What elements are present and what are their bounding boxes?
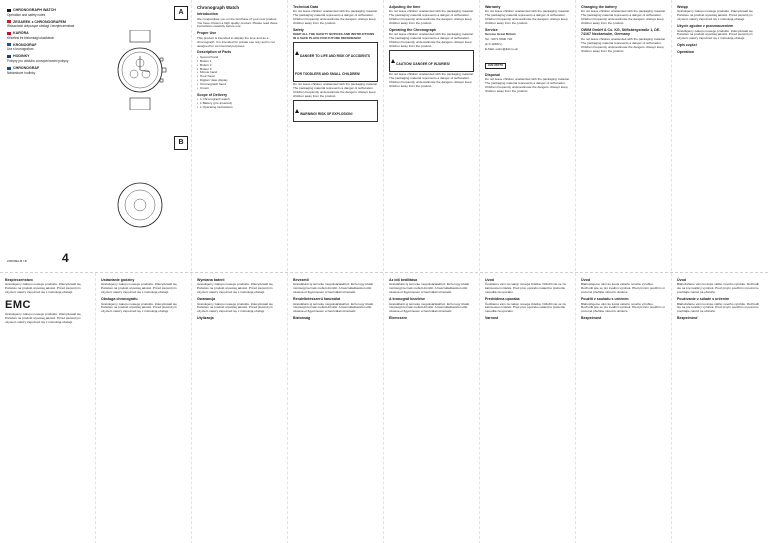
en-safety-text: KEEP ALL THE SAFETY NOTICES AND INSTRUCTIONS IN A SAFE PLACE FOR FUTURE REFERENCE!: [293, 32, 375, 41]
hu-setting-heading: Az idő beállítása: [389, 278, 418, 282]
en-caution-box: [389, 50, 474, 72]
warning-triangle-icon: [295, 109, 299, 113]
cz-intro-heading: Úvod: [581, 278, 590, 282]
cz-intro-text: Blahopřejeme vám ke koupi vašeho nového výrobku. Rozhodli jste se pro kvalitní výrobek. Před prvním použitím si pozorně přečtěte návod k obsluze.: [581, 282, 665, 295]
hu-intro-heading: Bevezető: [293, 278, 309, 282]
pl-safety-heading: Bezpieczeństwo: [5, 278, 33, 282]
sl-safety-heading: Varnost: [485, 316, 499, 321]
pl-battery-heading: Wymiana baterii: [197, 278, 225, 282]
cz-intro-panel: [576, 273, 672, 543]
cover-language-title-text: KRONOGRAF: [13, 42, 37, 47]
pl-parts-heading: Opis części: [677, 43, 697, 48]
cz-use-heading: Použití v souladu s určením: [581, 297, 629, 302]
sk-intro-heading: Úvod: [677, 278, 686, 282]
en-intro-panel: [192, 0, 288, 271]
en-setting-heading: Adjusting the time: [389, 5, 421, 9]
cover-language-subtitle: Operation and safety notes: [7, 12, 46, 17]
en-tech-heading: Technical Data: [293, 5, 319, 9]
sk-use-heading: Používanie v súlade s určením: [677, 297, 730, 302]
pl-chrono-text-2: Gratulujemy zakupu nowego produktu. Zdecydowali się Państwo na produkt wysokiej jakości. Przed pierwszym użyciem należy zapoznać się z instrukcją obsługi.: [101, 301, 177, 314]
hu-setting-text: Gratulálunk új terméke megvásárlásához. Ezzel egy kiváló minőségű termék mellett döntött. A használatbavétel előtt olvassa el figyelmesen a használati útmutatót.: [389, 282, 470, 295]
cover-language-title-text: KARÓRA: [13, 31, 29, 36]
en-warranty-text: Do not leave children unattended with the packaging material. The packaging material represents a danger of suffocation. Children frequently underestimate the dangers. Always keep children away from the product.: [485, 9, 570, 26]
en-danger-text: DANGER TO LIFE AND RISK OF ACCIDENTS FOR TODDLERS AND SMALL CHILDREN!: [295, 54, 371, 77]
pl-safety-text: Gratulujemy zakupu nowego produktu. Zdecydowali się Państwo na produkt wysokiej jakości. Przed pierwszym użyciem należy zapoznać się z instrukcją obsługi.: [5, 282, 81, 295]
pl-chrono-panel: [96, 273, 192, 543]
diagram-label-a: A: [174, 6, 188, 20]
cover-language-entry: [7, 54, 89, 63]
sl-use-heading: Predvidena uporaba: [485, 297, 520, 302]
cover-language-entry: [7, 31, 89, 40]
sl-use-text: Čestitamo vam za nakup novega izdelka. Odločili ste se za kakovosten izdelek. Pred prvo uporabo natančno preberite navodila za uporabo.: [485, 301, 566, 314]
sk-use-text: Blahoželáme vám ku kúpe vášho nového výrobku. Rozhodli ste sa pre kvalitný výrobok. Pred prvým použitím si pozorne prečítajte návod na obsluhu.: [677, 301, 759, 314]
en-manufacturer-heading: OWIM GmbH & Co. KG, Stiftsbergstraße 1, DE-74167 Neckarsulm, Germany: [581, 28, 661, 37]
en-delivery-heading: Scope of Delivery: [197, 93, 228, 98]
part-list-item: • Digital / date display: [197, 79, 282, 83]
cz-safety-heading: Bezpečnost: [581, 316, 602, 321]
sk-intro-panel: [672, 273, 768, 543]
part-list-item: • Button 2: [197, 64, 282, 68]
pl-use-heading: Użycie zgodne z przeznaczeniem: [677, 24, 734, 29]
en-disposal-text: Do not leave children unattended with the packaging material. The packaging material represents a danger of suffocation. Children frequently underestimate the dangers. Always keep children away from the product.: [485, 77, 570, 94]
delivery-list-item: • 1 Battery (pre-inserted): [197, 102, 282, 106]
cover-page-number: 4: [62, 251, 69, 265]
en-operation-panel: [576, 0, 672, 271]
en-service-heading: Service: [485, 28, 498, 33]
cover-language-subtitle: Náramkové hodinky: [7, 70, 36, 75]
en-use-heading: Proper Use: [197, 31, 217, 36]
service-ian: IAN 68776: [485, 63, 506, 69]
part-list-item: • Button 1: [197, 60, 282, 64]
cz-use-text: Blahopřejeme vám ke koupi vašeho nového výrobku. Rozhodli jste se pro kvalitní výrobek. Před prvním použitím si pozorně přečtěte návod k obsluze.: [581, 301, 665, 314]
pl-intro-text: Gratulujemy zakupu nowego produktu. Zdecydowali się Państwo na produkt wysokiej jakości. Przed pierwszym użyciem należy zapoznać się z instrukcją obsługi.: [677, 9, 753, 22]
hu-chrono-heading: A kronográf kezelése: [389, 297, 426, 302]
en-service-panel: [480, 0, 576, 271]
delivery-list-item: • 1 Operating instructions: [197, 106, 282, 110]
pl-intro-heading: Wstęp: [677, 5, 688, 9]
cover-language-entry: [7, 66, 89, 75]
cover-footer-code: Z30099A-B / B: [7, 259, 27, 263]
country-flag-icon: [7, 43, 11, 46]
pl-intro-panel: [672, 0, 768, 271]
country-flag-icon: [7, 55, 11, 58]
delivery-list-item: • 1 Chronograph watch: [197, 98, 282, 102]
en-operation-text: Do not leave children unattended with the packaging material. The packaging material represents a danger of suffocation. Children frequently underestimate the dangers. Always keep children away from the product.: [581, 36, 666, 53]
pl-setting-heading: Ustawianie godziny: [101, 278, 135, 282]
service-email: E-Mail: owim@lidl.co.uk: [485, 47, 518, 52]
country-flag-icon: [7, 67, 11, 70]
pl-warranty-heading: Gwarancja: [197, 297, 216, 302]
sheet-top-half: [0, 0, 768, 271]
en-chrono-op-text: Do not leave children unattended with the packaging material. The packaging material represents a danger of suffocation. Children frequently underestimate the dangers. Always keep children away from the product.: [389, 32, 474, 49]
pl-disposal-heading: Utylizacja: [197, 316, 214, 321]
pl-use-text: Gratulujemy zakupu nowego produktu. Zdecydowali się Państwo na produkt wysokiej jakości. Przed pierwszym użyciem należy zapoznać się z instrukcją obsługi.: [677, 28, 753, 41]
country-flag-icon: [7, 20, 11, 23]
cover-language-subtitle: Wskazówki dotyczące obsługi i bezpieczeństwa: [7, 24, 75, 29]
cover-language-subtitle: Pokyny pro obsluhu a bezpečnostní pokyny: [7, 58, 69, 63]
en-body-text: Do not leave children unattended with the packaging material. The packaging material represents a danger of suffocation. Children frequently underestimate the dangers. Always keep children away from the product.: [293, 82, 378, 98]
watch-back-illustration: [110, 170, 170, 240]
en-battery-heading: Changing the battery: [581, 5, 617, 9]
cover-language-title-text: HODINKY: [13, 54, 30, 59]
part-list-item: • Hour hand: [197, 75, 282, 79]
cover-language-title-text: CHRONOGRAF: [13, 65, 40, 70]
sl-intro-panel: [480, 273, 576, 543]
cover-panel: [0, 0, 96, 271]
pl-safety-panel: [0, 273, 96, 543]
cover-language-subtitle: Ura s kronografom: [7, 47, 34, 52]
diagram-panel: [96, 0, 192, 271]
service-price: (£ 0.10/Min.): [485, 42, 503, 47]
hu-use-heading: Rendeltetésszerű használat: [293, 297, 341, 302]
hu-use-text: Gratulálunk új terméke megvásárlásához. Ezzel egy kiváló minőségű termék mellett döntött. A használatbavétel előtt olvassa el figyelmesen a használati útmutatót.: [293, 301, 374, 314]
en-intro-text: We congratulate you on the purchase of your new product. You have chosen a high quality product. Please read these instructions carefully before use.: [197, 16, 278, 29]
pl-warranty-text: Gratulujemy zakupu nowego produktu. Zdecydowali się Państwo na produkt wysokiej jakości. Przed pierwszym użyciem należy zapoznać się z instrukcją obsługi.: [197, 301, 273, 314]
en-chrono-title: Chronograph Watch: [197, 5, 240, 10]
part-list-item: • Second hand: [197, 56, 282, 60]
en-intro-heading: Introduction: [197, 12, 218, 17]
en-danger-box: [293, 42, 378, 82]
pl-battery-text: Gratulujemy zakupu nowego produktu. Zdecydowali się Państwo na produkt wysokiej jakości. Przed pierwszym użyciem należy zapoznać się z instrukcją obsługi.: [197, 282, 273, 295]
part-list-item: • Button 3: [197, 68, 282, 72]
sl-intro-heading: Uvod: [485, 278, 494, 282]
en-chrono-op-heading: Operating the Chronograph: [389, 28, 437, 33]
service-country: Service Great Britain: [485, 32, 516, 37]
en-setting-text: Do not leave children unattended with the packaging material. The packaging material represents a danger of suffocation. Children frequently underestimate the dangers. Always keep children away from the product.: [389, 9, 474, 26]
hu-intro-text: Gratulálunk új terméke megvásárlásához. Ezzel egy kiváló minőségű termék mellett döntött. A használatbavétel előtt olvassa el figyelmesen a használati útmutatót.: [293, 282, 374, 295]
country-flag-icon: [7, 9, 11, 12]
hu-intro-panel: [288, 273, 384, 543]
pl-setting-text: Gratulujemy zakupu nowego produktu. Zdecydowali się Państwo na produkt wysokiej jakości. Przed pierwszym użyciem należy zapoznać się z instrukcją obsługi.: [5, 312, 81, 324]
part-list-item: • Chronograph hand: [197, 83, 282, 87]
en-battery-text: Do not leave children unattended with the packaging material. The packaging material represents a danger of suffocation. Children frequently underestimate the dangers. Always keep children away from the product.: [581, 9, 666, 26]
en-chrono-op-text-2: Do not leave children unattended with the packaging material. The packaging material represents a danger of suffocation. Children frequently underestimate the dangers. Always keep children away from the product.: [389, 72, 474, 88]
en-warning-text: WARNING! RISK OF EXPLOSION!: [300, 111, 353, 116]
en-safety-heading: Safety: [293, 28, 304, 33]
hu-chrono-panel: [384, 273, 480, 543]
country-flag-icon: [7, 32, 11, 35]
pl-chrono-heading: Obsługa chronografu: [101, 297, 138, 302]
warning-triangle-icon: [391, 59, 395, 63]
cover-language-entry: [7, 8, 89, 17]
en-setting-panel: [384, 0, 480, 271]
service-tel: Tel.: 0871 5000 720: [485, 37, 513, 42]
cover-language-entry: [7, 43, 89, 52]
part-list-item: • Crown: [197, 87, 282, 91]
en-use-text: This product is intended to display the time and as a chronograph. It is intended for private use only and is not designed for commercial purposes.: [197, 35, 275, 48]
part-list-item: • Minute hand: [197, 71, 282, 75]
hu-chrono-text: Gratulálunk új terméke megvásárlásához. Ezzel egy kiváló minőségű termék mellett döntött. A használatbavétel előtt olvassa el figyelmesen a használati útmutatót.: [389, 301, 470, 314]
en-tech-text: Do not leave children unattended with the packaging material. The packaging material represents a danger of suffocation. Children frequently underestimate the dangers. Always keep children away from the product.: [293, 9, 378, 26]
cover-language-entry: [7, 20, 89, 29]
sl-intro-text: Čestitamo vam za nakup novega izdelka. Odločili ste se za kakovosten izdelek. Pred prvo uporabo natančno preberite navodila za uporabo.: [485, 282, 566, 295]
warning-triangle-icon: [295, 51, 299, 55]
sheet-bottom-half: [0, 272, 768, 543]
en-operation-heading: Operation: [677, 49, 694, 54]
pl-chrono-text: Gratulujemy zakupu nowego produktu. Zdecydowali się Państwo na produkt wysokiej jakości. Przed pierwszym użyciem należy zapoznać się z instrukcją obsługi.: [101, 282, 177, 295]
cover-language-list: [7, 8, 89, 75]
cover-language-subtitle: Kezelési és biztonsági utasítások: [7, 35, 54, 40]
hu-safety-heading: Biztonság: [293, 316, 311, 321]
en-tech-panel: [288, 0, 384, 271]
watch-front-illustration: [110, 30, 170, 110]
pl-battery-panel: [192, 273, 288, 543]
en-explosion-box: [293, 100, 378, 122]
en-delivery-list: [197, 98, 282, 110]
en-parts-list: [197, 56, 282, 91]
sk-intro-text: Blahoželáme vám ku kúpe vášho nového výrobku. Rozhodli ste sa pre kvalitný výrobok. Pred prvým použitím si pozorne prečítajte návod na obsluhu.: [677, 282, 759, 295]
en-parts-heading: Description of Parts: [197, 50, 232, 55]
en-warranty-heading: Warranty: [485, 5, 501, 9]
emc-mark: EMC: [5, 299, 31, 312]
cover-language-title-text: CHRONOGRAPH WATCH: [13, 8, 56, 12]
cover-language-title-text: ZEGAREK z CHRONOGRAFEM: [13, 19, 66, 24]
hu-battery-heading: Elemcsere: [389, 316, 407, 321]
en-caution-text: CAUTION! DANGER OF INJURIES!: [396, 62, 451, 67]
sk-safety-heading: Bezpečnosť: [677, 316, 698, 321]
en-disposal-heading: Disposal: [485, 73, 500, 78]
diagram-label-b: B: [174, 136, 188, 150]
